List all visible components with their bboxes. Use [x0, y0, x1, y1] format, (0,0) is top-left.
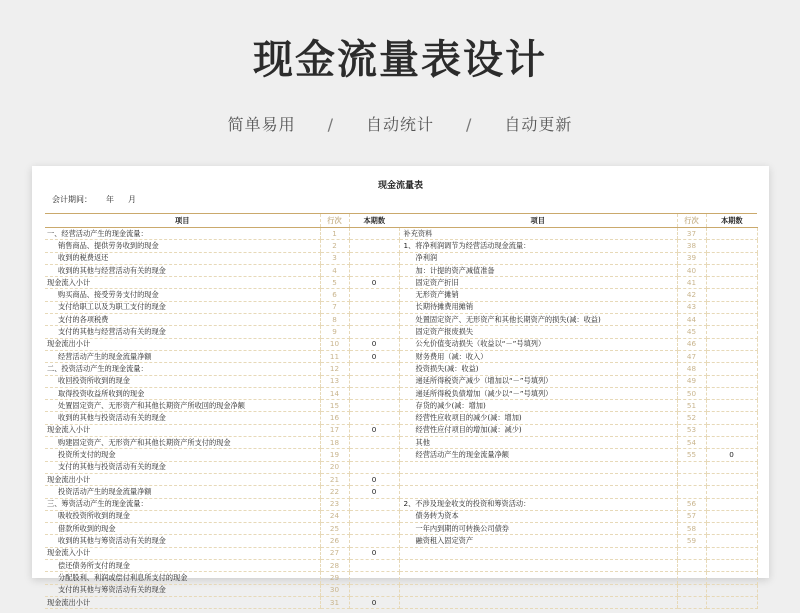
- left-item-cell[interactable]: 收到的其他与投资活动有关的现金: [45, 412, 320, 424]
- right-line-no-cell[interactable]: [677, 572, 706, 584]
- left-amount-cell[interactable]: [349, 560, 399, 572]
- left-line-no-cell[interactable]: 3: [320, 252, 349, 264]
- column-header-item: 项目: [45, 214, 320, 228]
- tag-auto-stats: 自动统计: [365, 115, 434, 134]
- right-line-no-cell[interactable]: 43: [677, 301, 706, 313]
- left-amount-cell[interactable]: [349, 523, 399, 535]
- column-header-item: 项目: [399, 214, 677, 228]
- left-line-no-cell[interactable]: 26: [320, 535, 349, 547]
- table-row: [45, 523, 757, 535]
- left-amount-cell[interactable]: [349, 264, 399, 276]
- right-line-no-cell[interactable]: 49: [677, 375, 706, 387]
- right-amount-cell[interactable]: [706, 510, 757, 522]
- right-line-no-cell[interactable]: 58: [677, 523, 706, 535]
- right-line-no-cell[interactable]: 44: [677, 314, 706, 326]
- left-item-cell[interactable]: 收到的其他与经营活动有关的现金: [45, 264, 320, 276]
- left-line-no-cell[interactable]: 9: [320, 326, 349, 338]
- right-item-cell[interactable]: 财务费用（减：收入）: [399, 350, 677, 362]
- left-line-no-cell[interactable]: 8: [320, 314, 349, 326]
- right-amount-cell[interactable]: [706, 486, 757, 498]
- left-line-no-cell[interactable]: 29: [320, 572, 349, 584]
- left-item-cell[interactable]: 现金流入小计: [45, 424, 320, 436]
- table-row: [45, 252, 757, 264]
- left-item-cell[interactable]: 支付的其他与筹资活动有关的现金: [45, 584, 320, 596]
- left-amount-cell[interactable]: [349, 289, 399, 301]
- table-row: [45, 301, 757, 313]
- right-line-no-cell[interactable]: [677, 584, 706, 596]
- right-amount-cell[interactable]: [706, 301, 757, 313]
- month-label: 月: [128, 195, 136, 204]
- left-amount-cell[interactable]: [349, 461, 399, 473]
- left-item-cell[interactable]: 购建固定资产、无形资产和其他长期资产所支付的现金: [45, 437, 320, 449]
- table-row: [45, 584, 757, 596]
- left-amount-cell[interactable]: 0: [349, 350, 399, 362]
- table-row: [45, 326, 757, 338]
- left-item-cell[interactable]: 投资所支付的现金: [45, 449, 320, 461]
- table-row: [45, 486, 757, 498]
- right-line-no-cell[interactable]: 52: [677, 412, 706, 424]
- left-item-cell[interactable]: 现金流出小计: [45, 338, 320, 350]
- table-row: [45, 314, 757, 326]
- table-row: [45, 510, 757, 522]
- table-row: [45, 560, 757, 572]
- right-line-no-cell[interactable]: [677, 560, 706, 572]
- left-item-cell[interactable]: 支付的其他与经营活动有关的现金: [45, 326, 320, 338]
- right-amount-cell[interactable]: [706, 424, 757, 436]
- right-line-no-cell[interactable]: 50: [677, 387, 706, 399]
- right-item-cell[interactable]: 融资租入固定资产: [399, 535, 677, 547]
- left-amount-cell[interactable]: [349, 437, 399, 449]
- table-row: [45, 400, 757, 412]
- left-line-no-cell[interactable]: 12: [320, 363, 349, 375]
- left-item-cell[interactable]: 分配股利、利润或偿付利息所支付的现金: [45, 572, 320, 584]
- right-amount-cell[interactable]: [706, 400, 757, 412]
- left-line-no-cell[interactable]: 25: [320, 523, 349, 535]
- left-item-cell[interactable]: 购买商品、接受劳务支付的现金: [45, 289, 320, 301]
- left-item-cell[interactable]: 现金流出小计: [45, 596, 320, 608]
- left-amount-cell[interactable]: [349, 449, 399, 461]
- left-item-cell[interactable]: 偿还债务所支付的现金: [45, 560, 320, 572]
- right-line-no-cell[interactable]: 54: [677, 437, 706, 449]
- left-amount-cell[interactable]: [349, 387, 399, 399]
- column-header-amount: 本期数: [706, 214, 757, 228]
- right-item-cell[interactable]: 递延所得税负债增加（减少以“－”号填列）: [399, 387, 677, 399]
- right-item-cell[interactable]: 经营性应收项目的减少(减：增加): [399, 412, 677, 424]
- right-amount-cell[interactable]: [706, 228, 757, 240]
- right-amount-cell[interactable]: [706, 338, 757, 350]
- table-row: [45, 338, 757, 350]
- right-item-cell[interactable]: 经营活动产生的现金流量净额: [399, 449, 677, 461]
- right-item-cell[interactable]: 一年内到期的可转换公司债券: [399, 523, 677, 535]
- left-line-no-cell[interactable]: 6: [320, 289, 349, 301]
- left-line-no-cell[interactable]: 15: [320, 400, 349, 412]
- tag-separator: /: [466, 115, 473, 134]
- right-amount-cell[interactable]: [706, 277, 757, 289]
- left-amount-cell[interactable]: [349, 252, 399, 264]
- right-item-cell[interactable]: 递延所得税资产减少（增加以“－”号填列）: [399, 375, 677, 387]
- right-item-cell[interactable]: 债务转为资本: [399, 510, 677, 522]
- table-row: [45, 412, 757, 424]
- left-amount-cell[interactable]: [349, 535, 399, 547]
- right-item-cell[interactable]: 经营性应付项目的增加(减：减少): [399, 424, 677, 436]
- right-line-no-cell[interactable]: [677, 596, 706, 608]
- right-item-cell[interactable]: [399, 572, 677, 584]
- right-line-no-cell[interactable]: 45: [677, 326, 706, 338]
- left-item-cell[interactable]: 吸收投资所收到的现金: [45, 510, 320, 522]
- left-amount-cell[interactable]: [349, 228, 399, 240]
- right-item-cell[interactable]: 净利润: [399, 252, 677, 264]
- left-amount-cell[interactable]: [349, 412, 399, 424]
- right-item-cell[interactable]: 1、将净利润调节为经营活动现金流量：: [399, 240, 677, 252]
- right-line-no-cell[interactable]: 41: [677, 277, 706, 289]
- right-item-cell[interactable]: [399, 473, 677, 485]
- left-amount-cell[interactable]: 0: [349, 473, 399, 485]
- right-line-no-cell[interactable]: 53: [677, 424, 706, 436]
- left-line-no-cell[interactable]: 31: [320, 596, 349, 608]
- right-amount-cell[interactable]: [706, 498, 757, 510]
- left-line-no-cell[interactable]: 22: [320, 486, 349, 498]
- right-amount-cell[interactable]: [706, 350, 757, 362]
- right-line-no-cell[interactable]: 59: [677, 535, 706, 547]
- table-row: [45, 449, 757, 461]
- table-row: [45, 498, 757, 510]
- right-amount-cell[interactable]: [706, 473, 757, 485]
- right-amount-cell[interactable]: [706, 264, 757, 276]
- left-item-cell[interactable]: 收回投资所收到的现金: [45, 375, 320, 387]
- right-amount-cell[interactable]: [706, 523, 757, 535]
- right-amount-cell[interactable]: [706, 437, 757, 449]
- tag-separator: /: [327, 115, 334, 134]
- left-amount-cell[interactable]: [349, 498, 399, 510]
- left-amount-cell[interactable]: 0: [349, 486, 399, 498]
- table-row: [45, 424, 757, 436]
- right-line-no-cell[interactable]: 42: [677, 289, 706, 301]
- cash-flow-table: [45, 213, 758, 609]
- left-line-no-cell[interactable]: 4: [320, 264, 349, 276]
- table-row: [45, 264, 757, 276]
- right-item-cell[interactable]: 公允价值变动损失（收益以“－”号填列）: [399, 338, 677, 350]
- right-amount-cell[interactable]: [706, 363, 757, 375]
- right-line-no-cell[interactable]: 48: [677, 363, 706, 375]
- left-line-no-cell[interactable]: 21: [320, 473, 349, 485]
- table-row: [45, 277, 757, 289]
- right-amount-cell[interactable]: [706, 387, 757, 399]
- left-amount-cell[interactable]: [349, 375, 399, 387]
- right-line-no-cell[interactable]: 46: [677, 338, 706, 350]
- year-label: 年: [106, 195, 114, 204]
- right-line-no-cell[interactable]: 56: [677, 498, 706, 510]
- right-item-cell[interactable]: 存货的减少(减：增加): [399, 400, 677, 412]
- left-amount-cell[interactable]: [349, 314, 399, 326]
- left-amount-cell[interactable]: 0: [349, 338, 399, 350]
- left-item-cell[interactable]: 处置固定资产、无形资产和其他长期资产所收回的现金净额: [45, 400, 320, 412]
- table-row: [45, 240, 757, 252]
- right-item-cell[interactable]: 固定资产折旧: [399, 277, 677, 289]
- table-row: [45, 363, 757, 375]
- right-amount-cell[interactable]: [706, 572, 757, 584]
- left-amount-cell[interactable]: 0: [349, 424, 399, 436]
- right-line-no-cell[interactable]: 51: [677, 400, 706, 412]
- left-amount-cell[interactable]: [349, 584, 399, 596]
- table-row: [45, 350, 757, 362]
- left-amount-cell[interactable]: 0: [349, 596, 399, 608]
- right-line-no-cell[interactable]: 47: [677, 350, 706, 362]
- right-amount-cell[interactable]: 0: [706, 449, 757, 461]
- left-amount-cell[interactable]: [349, 572, 399, 584]
- left-item-cell[interactable]: 三、筹资活动产生的现金流量：: [45, 498, 320, 510]
- right-line-no-cell[interactable]: [677, 547, 706, 559]
- left-item-cell[interactable]: 取得投资收益所收到的现金: [45, 387, 320, 399]
- left-amount-cell[interactable]: [349, 363, 399, 375]
- table-row: [45, 461, 757, 473]
- right-item-cell[interactable]: [399, 547, 677, 559]
- right-line-no-cell[interactable]: 40: [677, 264, 706, 276]
- column-header-line-no: 行次: [320, 214, 349, 228]
- left-line-no-cell[interactable]: 7: [320, 301, 349, 313]
- left-item-cell[interactable]: 现金流入小计: [45, 547, 320, 559]
- right-item-cell[interactable]: [399, 560, 677, 572]
- left-item-cell[interactable]: 经营活动产生的现金流量净额: [45, 350, 320, 362]
- right-item-cell[interactable]: 无形资产摊销: [399, 289, 677, 301]
- left-item-cell[interactable]: 现金流出小计: [45, 473, 320, 485]
- right-amount-cell[interactable]: [706, 314, 757, 326]
- table-row: [45, 572, 757, 584]
- table-row: [45, 473, 757, 485]
- left-line-no-cell[interactable]: 13: [320, 375, 349, 387]
- right-item-cell[interactable]: 加：计提的资产减值准备: [399, 264, 677, 276]
- right-amount-cell[interactable]: [706, 240, 757, 252]
- left-item-cell[interactable]: 销售商品、提供劳务收到的现金: [45, 240, 320, 252]
- left-line-no-cell[interactable]: 24: [320, 510, 349, 522]
- tag-auto-update: 自动更新: [504, 115, 573, 134]
- left-line-no-cell[interactable]: 14: [320, 387, 349, 399]
- left-item-cell[interactable]: 现金流入小计: [45, 277, 320, 289]
- left-amount-cell[interactable]: [349, 510, 399, 522]
- right-item-cell[interactable]: 2、不涉及现金收支的投资和筹资活动：: [399, 498, 677, 510]
- column-header-amount: 本期数: [349, 214, 399, 228]
- left-line-no-cell[interactable]: 16: [320, 412, 349, 424]
- left-item-cell[interactable]: 收到的税费返还: [45, 252, 320, 264]
- right-amount-cell[interactable]: [706, 560, 757, 572]
- right-line-no-cell[interactable]: [677, 486, 706, 498]
- right-item-cell[interactable]: [399, 596, 677, 608]
- left-line-no-cell[interactable]: 1: [320, 228, 349, 240]
- left-line-no-cell[interactable]: 18: [320, 437, 349, 449]
- right-amount-cell[interactable]: [706, 461, 757, 473]
- table-header-row: [45, 214, 757, 228]
- right-item-cell[interactable]: 处置固定资产、无形资产和其他长期资产的损失(减：收益): [399, 314, 677, 326]
- right-amount-cell[interactable]: [706, 412, 757, 424]
- right-amount-cell[interactable]: [706, 584, 757, 596]
- right-item-cell[interactable]: 补充资料: [399, 228, 677, 240]
- right-amount-cell[interactable]: [706, 326, 757, 338]
- left-line-no-cell[interactable]: 17: [320, 424, 349, 436]
- left-line-no-cell[interactable]: 27: [320, 547, 349, 559]
- right-line-no-cell[interactable]: 55: [677, 449, 706, 461]
- right-amount-cell[interactable]: [706, 535, 757, 547]
- table-row: [45, 535, 757, 547]
- left-line-no-cell[interactable]: 19: [320, 449, 349, 461]
- period-label: 会计期间：: [52, 195, 92, 204]
- right-item-cell[interactable]: 长期待摊费用摊销: [399, 301, 677, 313]
- right-item-cell[interactable]: 固定资产报废损失: [399, 326, 677, 338]
- right-amount-cell[interactable]: [706, 375, 757, 387]
- left-item-cell[interactable]: 收到的其他与筹资活动有关的现金: [45, 535, 320, 547]
- left-line-no-cell[interactable]: 20: [320, 461, 349, 473]
- right-amount-cell[interactable]: [706, 289, 757, 301]
- left-amount-cell[interactable]: [349, 301, 399, 313]
- left-amount-cell[interactable]: [349, 400, 399, 412]
- table-row: [45, 437, 757, 449]
- left-amount-cell[interactable]: [349, 240, 399, 252]
- left-line-no-cell[interactable]: 11: [320, 350, 349, 362]
- left-line-no-cell[interactable]: 23: [320, 498, 349, 510]
- left-line-no-cell[interactable]: 10: [320, 338, 349, 350]
- table-row: [45, 375, 757, 387]
- left-item-cell[interactable]: 支付给职工以及为职工支付的现金: [45, 301, 320, 313]
- table-row: [45, 547, 757, 559]
- left-line-no-cell[interactable]: 2: [320, 240, 349, 252]
- left-line-no-cell[interactable]: 5: [320, 277, 349, 289]
- right-item-cell[interactable]: [399, 486, 677, 498]
- accounting-period: [52, 194, 150, 205]
- left-amount-cell[interactable]: 0: [349, 277, 399, 289]
- right-amount-cell[interactable]: [706, 547, 757, 559]
- right-item-cell[interactable]: [399, 461, 677, 473]
- left-line-no-cell[interactable]: 30: [320, 584, 349, 596]
- right-amount-cell[interactable]: [706, 596, 757, 608]
- right-amount-cell[interactable]: [706, 252, 757, 264]
- right-item-cell[interactable]: [399, 584, 677, 596]
- right-line-no-cell[interactable]: [677, 461, 706, 473]
- column-header-line-no: 行次: [677, 214, 706, 228]
- right-line-no-cell[interactable]: 37: [677, 228, 706, 240]
- right-line-no-cell[interactable]: [677, 473, 706, 485]
- left-item-cell[interactable]: 支付的其他与投资活动有关的现金: [45, 461, 320, 473]
- left-item-cell[interactable]: 支付的各项税费: [45, 314, 320, 326]
- left-item-cell[interactable]: 投资活动产生的现金流量净额: [45, 486, 320, 498]
- right-line-no-cell[interactable]: 39: [677, 252, 706, 264]
- left-amount-cell[interactable]: [349, 326, 399, 338]
- right-line-no-cell[interactable]: 38: [677, 240, 706, 252]
- sheet-title: 现金流量表: [377, 181, 423, 191]
- table-row: [45, 596, 757, 608]
- tag-easy: 简单易用: [227, 115, 296, 134]
- right-line-no-cell[interactable]: 57: [677, 510, 706, 522]
- table-row: [45, 387, 757, 399]
- page-title: 现金流量表设计: [253, 37, 547, 83]
- left-line-no-cell[interactable]: 28: [320, 560, 349, 572]
- tagline: [0, 112, 800, 135]
- left-item-cell[interactable]: 二、投资活动产生的现金流量：: [45, 363, 320, 375]
- right-item-cell[interactable]: 投资损失(减：收益): [399, 363, 677, 375]
- right-item-cell[interactable]: 其他: [399, 437, 677, 449]
- left-item-cell[interactable]: 借款所收到的现金: [45, 523, 320, 535]
- table-row: [45, 228, 757, 240]
- cash-flow-sheet: [32, 166, 769, 607]
- table-row: [45, 289, 757, 301]
- left-amount-cell[interactable]: 0: [349, 547, 399, 559]
- left-item-cell[interactable]: 一、经营活动产生的现金流量：: [45, 228, 320, 240]
